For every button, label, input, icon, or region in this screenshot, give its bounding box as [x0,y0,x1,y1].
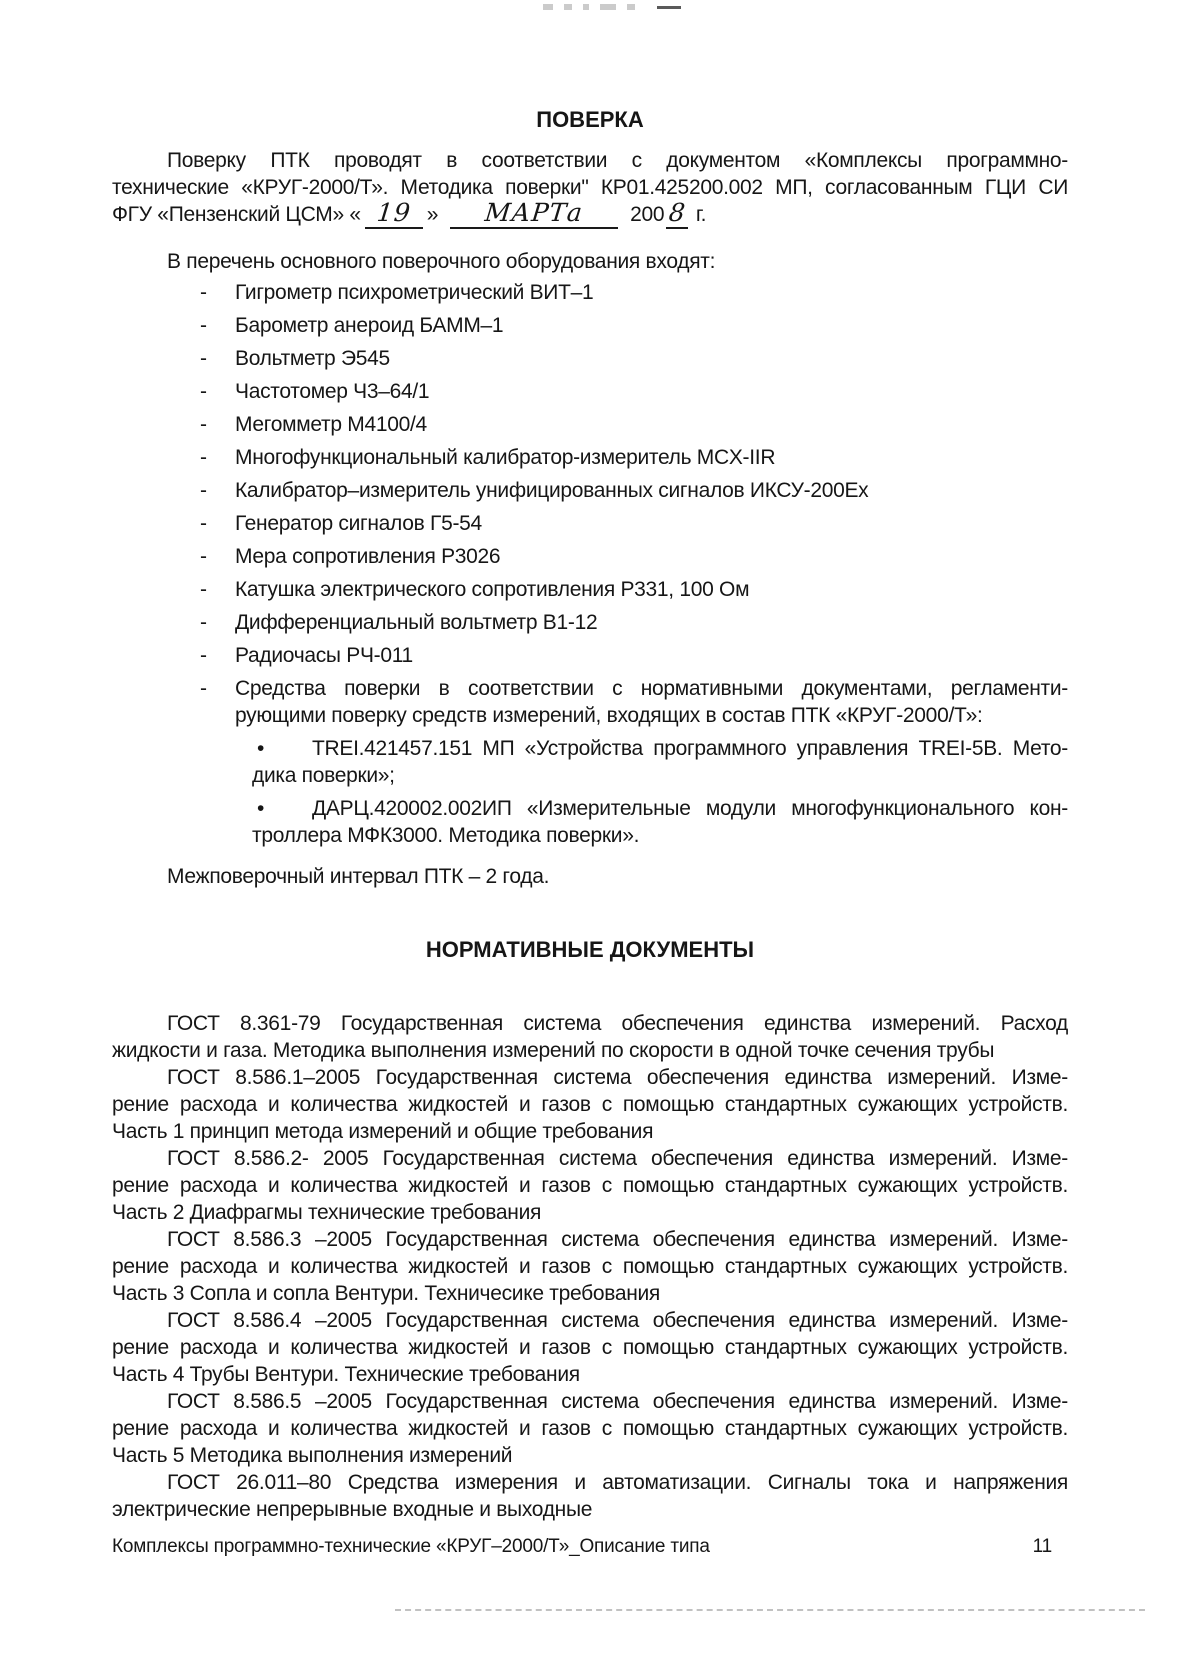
sub-bullet-list [112,735,1068,849]
dot-bullet: • [257,737,265,760]
standard-paragraph-line: ГОСТ 8.361-79 Государственная система обеспечения единства измерений. Расход [167,1012,1068,1035]
list-item-text: Многофункциональный калибратор-измеритель MCX-IIR [235,446,776,469]
dash-bullet: - [200,578,207,601]
standard-paragraph-line: электрические непрерывные входные и выходные [112,1498,593,1521]
list-item [112,576,1068,603]
standard-paragraph-line: жидкости и газа. Методика выполнения измерений по скорости в одной точке сечения трубы [112,1039,995,1062]
list-item [112,444,1068,471]
handwritten-day-blank [365,198,423,229]
dash-bullet: - [200,314,207,337]
standard-paragraph-line: рение расхода и количества жидкостей и газов с помощью стандартных сужающих устройств. [112,1093,1068,1116]
dash-bullet: - [200,281,207,304]
standards-list [112,1010,1068,1523]
equipment-list [112,279,1068,669]
document-content [112,0,1068,1523]
list-item [112,411,1068,438]
page-title: ПОВЕРКА [536,107,644,132]
sub-item-line [252,795,1068,822]
list-item [112,510,1068,537]
standard-paragraph-line: Часть 4 Трубы Вентури. Технические требования [112,1363,580,1386]
date-line-mid: » [426,203,439,226]
standard-paragraph-line: ГОСТ 8.586.5 –2005 Государственная система обеспечения единства измерений. Изме- [167,1390,1068,1413]
handwritten-month-blank [450,198,618,229]
list-item [112,609,1068,636]
handwritten-month: МАРТа [483,198,585,227]
standard-paragraph-line: рение расхода и количества жидкостей и газов с помощью стандартных сужающих устройств. [112,1336,1068,1359]
list-item-text: Барометр анероид БАММ–1 [235,314,504,337]
list-item-text: Калибратор–измеритель унифицированных сигналов ИКСУ-200Ех [235,479,869,502]
intro-paragraph [112,147,1068,229]
standard-paragraph-line: рение расхода и количества жидкостей и газов с помощью стандартных сужающих устройств. [112,1255,1068,1278]
list-item [112,642,1068,669]
list-item-text: Частотомер Ч3–64/1 [235,380,430,403]
footer-doc-label: Комплексы программно-технические «КРУГ–2000/Т»_Описание типа [112,1536,710,1557]
list-item-text: Радиочасы РЧ-011 [235,644,413,667]
standard-paragraph-line: ГОСТ 26.011–80 Средства измерения и автоматизации. Сигналы тока и напряжения [167,1471,1068,1494]
dash-bullet: - [200,545,207,568]
dash-bullet: - [200,380,207,403]
list-item [112,312,1068,339]
page-number: 11 [1032,1536,1052,1557]
list-item [112,543,1068,570]
date-line-year: 200 [630,203,665,226]
list-item-line: Средства поверки в соответствии с нормативными документами, регламенти- [235,677,1068,700]
dot-bullet: • [257,797,265,820]
standard-paragraph-line: ГОСТ 8.586.1–2005 Государственная система обеспечения единства измерений. Изме- [167,1066,1068,1089]
list-item-line: рующими поверку средств измерений, входящих в состав ПТК «КРУГ-2000/Т»: [235,704,983,727]
dash-bullet: - [200,512,207,535]
standard-paragraph-line: ГОСТ 8.586.4 –2005 Государственная система обеспечения единства измерений. Изме- [167,1309,1068,1332]
dash-bullet: - [200,413,207,436]
list-item-text: Генератор сигналов Г5-54 [235,512,482,535]
list-item [112,378,1068,405]
standards-section-title: НОРМАТИВНЫЕ ДОКУМЕНТЫ [425,937,755,962]
list-item-text: Дифференциальный вольтметр В1-12 [235,611,598,634]
handwritten-year-blank [666,198,688,229]
list-item-text: Мегомметр М4100/4 [235,413,427,436]
sub-item-line: троллера МФК3000. Методика поверки». [252,824,640,847]
list-item [112,477,1068,504]
list-item [112,279,1068,306]
dash-bullet: - [200,347,207,370]
dash-bullet: - [200,611,207,634]
list-item-text: Мера сопротивления Р3026 [235,545,501,568]
standard-paragraph-line: Часть 5 Методика выполнения измерений [112,1444,513,1467]
paragraph-line: технические «КРУГ-2000/Т». Методика поверки" КР01.425200.002 МП, согласованным ГЦИ СИ [112,176,1068,199]
paragraph-line: Поверку ПТК проводят в соответствии с документом «Комплексы программно- [167,149,1068,172]
sub-item-line [252,735,1068,762]
sub-item-text: TREI.421457.151 МП «Устройства программного управления TREI-5B. Мето- [312,737,1068,760]
standard-paragraph-line: ГОСТ 8.586.2- 2005 Государственная система обеспечения единства измерений. Изме- [167,1147,1068,1170]
list-item-text: Катушка электрического сопротивления Р331, 100 Ом [235,578,750,601]
standard-paragraph-line: рение расхода и количества жидкостей и газов с помощью стандартных сужающих устройств. [112,1417,1068,1440]
dash-bullet: - [200,446,207,469]
standard-paragraph-line: рение расхода и количества жидкостей и газов с помощью стандартных сужающих устройств. [112,1174,1068,1197]
standard-paragraph-line: ГОСТ 8.586.3 –2005 Государственная система обеспечения единства измерений. Изме- [167,1228,1068,1251]
list-item [112,345,1068,372]
sub-bullet-item [252,735,1068,789]
date-line-suffix: г. [695,203,707,226]
dash-bullet: - [200,677,207,700]
date-line-prefix: ФГУ «Пензенский ЦСМ» « [112,203,361,226]
sub-bullet-item [252,795,1068,849]
interval-note: Межповерочный интервал ПТК – 2 года. [167,865,550,888]
standard-paragraph-line: Часть 1 принцип метода измерений и общие требования [112,1120,654,1143]
handwritten-day: 19 [375,198,413,227]
standard-paragraph-line: Часть 3 Сопла и сопла Вентури. Техничесике требования [112,1282,660,1305]
handwritten-year-digit: 8 [667,198,688,227]
list-item-text: Вольтметр Э545 [235,347,390,370]
dash-bullet: - [200,644,207,667]
scan-artifact-bottom-line [395,1609,1145,1611]
dash-bullet: - [200,479,207,502]
sub-item-line: дика поверки»; [252,764,395,787]
list-item-verification-means [112,675,1068,729]
page-footer [112,1536,1068,1558]
list-item-text: Гигрометр психрометрический ВИТ–1 [235,281,594,304]
date-line [112,198,1068,229]
equipment-list-intro: В перечень основного поверочного оборудования входят: [167,250,716,273]
standard-paragraph-line: Часть 2 Диафрагмы технические требования [112,1201,542,1224]
sub-item-text: ДАРЦ.420002.002ИП «Измерительные модули многофункционального кон- [312,797,1068,820]
